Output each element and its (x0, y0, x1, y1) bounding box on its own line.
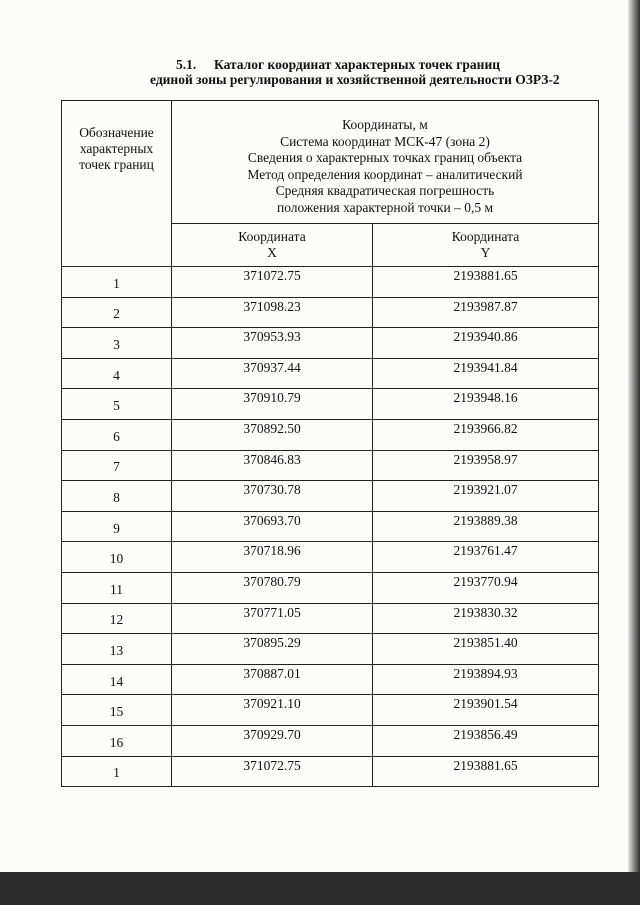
coordinates-header: Координаты, м Система координат МСК-47 (зона 2) Сведения о характерных точках границ объекта Метод определения координат – аналитический Средняя квадратическая погрешность положения характерной точки – 0,5 м (172, 101, 599, 224)
point-number-cell: 1 (62, 756, 172, 787)
point-number-cell: 4 (62, 358, 172, 389)
table-row (62, 297, 599, 328)
table-row (62, 664, 599, 695)
y-coordinate-cell: 2193921.07 (373, 481, 599, 512)
table-row (62, 603, 599, 634)
table-row (62, 572, 599, 603)
y-coordinate-cell: 2193958.97 (373, 450, 599, 481)
x-coordinate-cell: 370730.78 (172, 481, 373, 512)
y-coordinate-cell: 2193851.40 (373, 634, 599, 665)
x-coordinate-cell: 370846.83 (172, 450, 373, 481)
section-number: 5.1. (176, 57, 197, 72)
x-coordinate-cell: 371072.75 (172, 267, 373, 298)
point-number-cell: 12 (62, 603, 172, 634)
y-coordinate-cell: 2193856.49 (373, 725, 599, 756)
x-coordinate-cell: 370910.79 (172, 389, 373, 420)
x-coordinate-cell: 370780.79 (172, 572, 373, 603)
y-coordinate-cell: 2193987.87 (373, 297, 599, 328)
point-number-cell: 8 (62, 481, 172, 512)
table-row (62, 450, 599, 481)
y-coordinate-cell: 2193770.94 (373, 572, 599, 603)
coordinates-table (61, 100, 599, 787)
heading-line-2: единой зоны регулирования и хозяйственной деятельности ОЗРЗ-2 (150, 72, 560, 87)
y-coordinate-cell: 2193966.82 (373, 419, 599, 450)
page-edge-shadow (628, 0, 640, 872)
point-number-cell: 1 (62, 267, 172, 298)
x-coordinate-cell: 370895.29 (172, 634, 373, 665)
table-row (62, 725, 599, 756)
x-coordinate-cell: 370887.01 (172, 664, 373, 695)
point-number-cell: 7 (62, 450, 172, 481)
y-coordinate-cell: 2193881.65 (373, 756, 599, 787)
table-row (62, 511, 599, 542)
point-number-cell: 9 (62, 511, 172, 542)
point-number-cell: 15 (62, 695, 172, 726)
heading-line-1: Каталог координат характерных точек границ (214, 57, 500, 72)
point-number-cell: 2 (62, 297, 172, 328)
table-row (62, 695, 599, 726)
x-coordinate-cell: 370921.10 (172, 695, 373, 726)
x-coordinate-cell: 371098.23 (172, 297, 373, 328)
point-label-header: Обозначение характерных точек границ (62, 101, 172, 267)
x-coordinate-cell: 370892.50 (172, 419, 373, 450)
table-row (62, 419, 599, 450)
y-coordinate-cell: 2193881.65 (373, 267, 599, 298)
table-row (62, 389, 599, 420)
y-coordinate-cell: 2193830.32 (373, 603, 599, 634)
y-coordinate-cell: 2193948.16 (373, 389, 599, 420)
y-coordinate-cell: 2193761.47 (373, 542, 599, 573)
point-number-cell: 3 (62, 328, 172, 359)
x-coordinate-cell: 370937.44 (172, 358, 373, 389)
y-coordinate-cell: 2193894.93 (373, 664, 599, 695)
point-number-cell: 11 (62, 572, 172, 603)
table-row (62, 634, 599, 665)
y-coordinate-cell: 2193940.86 (373, 328, 599, 359)
table-row (62, 328, 599, 359)
y-header: Координата Y (373, 224, 599, 267)
point-number-cell: 6 (62, 419, 172, 450)
table-row (62, 481, 599, 512)
x-coordinate-cell: 371072.75 (172, 756, 373, 787)
x-header: Координата X (172, 224, 373, 267)
y-coordinate-cell: 2193901.54 (373, 695, 599, 726)
table-row (62, 267, 599, 298)
table-row (62, 756, 599, 787)
table-row (62, 542, 599, 573)
x-coordinate-cell: 370953.93 (172, 328, 373, 359)
table-row (62, 358, 599, 389)
table-header-row (62, 101, 599, 224)
x-coordinate-cell: 370693.70 (172, 511, 373, 542)
x-coordinate-cell: 370929.70 (172, 725, 373, 756)
point-number-cell: 16 (62, 725, 172, 756)
point-number-cell: 10 (62, 542, 172, 573)
y-coordinate-cell: 2193941.84 (373, 358, 599, 389)
point-number-cell: 13 (62, 634, 172, 665)
x-coordinate-cell: 370771.05 (172, 603, 373, 634)
point-number-cell: 5 (62, 389, 172, 420)
y-coordinate-cell: 2193889.38 (373, 511, 599, 542)
x-coordinate-cell: 370718.96 (172, 542, 373, 573)
point-number-cell: 14 (62, 664, 172, 695)
